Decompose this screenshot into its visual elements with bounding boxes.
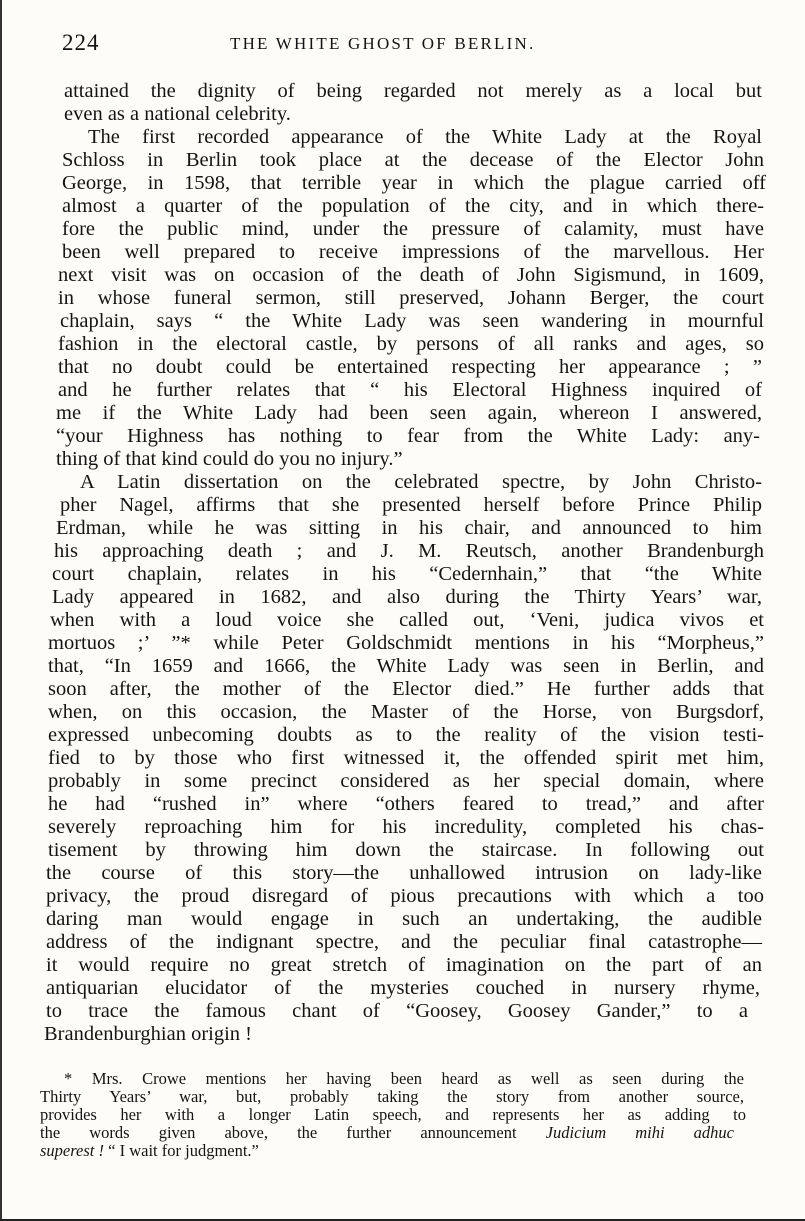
text-line: it would require no great stretch of imagination on the part of an (46, 954, 762, 976)
text-line: address of the indignant spectre, and the peculiar final catastrophe— (46, 931, 762, 953)
text-line: Schloss in Berlin took place at the decease of the Elector John (62, 149, 764, 171)
text-line: expressed unbecoming doubts as to the reality of the vision testi- (48, 724, 764, 746)
text-line: Lady appeared in 1682, and also during the Thirty Years’ war, (52, 586, 762, 608)
text-line: almost a quarter of the population of the city, and in which there- (62, 195, 764, 217)
text-line: fore the public mind, under the pressure of calamity, must have (62, 218, 764, 240)
footnote-line: Thirty Years’ war, but, probably taking the story from another source, (40, 1087, 744, 1106)
text-line: The first recorded appearance of the White Lady at the Royal (88, 126, 762, 148)
text-line: court chaplain, relates in his “Cedernhain,” that “the White (52, 563, 762, 585)
text-line: thing of that kind could do you no injury.” (56, 448, 403, 470)
text-line: been well prepared to receive impressions of the marvellous. Her (62, 241, 764, 263)
text-line: A Latin dissertation on the celebrated spectre, by John Christo- (80, 471, 762, 493)
text-line: soon after, the mother of the Elector died.” He further adds that (48, 678, 764, 700)
text-line: severely reproaching him for his incredulity, completed his chas- (48, 816, 764, 838)
text-line: probably in some precinct considered as her special domain, where (48, 770, 764, 792)
text-line: that, “In 1659 and 1666, the White Lady was seen in Berlin, and (48, 655, 764, 677)
text-line: privacy, the proud disregard of pious precautions with which a too (46, 885, 764, 907)
footnote-line: the words given above, the further announcement Judicium mihi adhuc (40, 1123, 735, 1142)
text-line: in whose funeral sermon, still preserved, Johann Berger, the court (58, 287, 764, 309)
text-line: me if the White Lady had been seen again, whereon I answered, (56, 402, 762, 424)
text-line: and he further relates that “ his Electoral Highness inquired of (58, 379, 762, 401)
text-line: attained the dignity of being regarded not merely as a local but (64, 80, 762, 102)
text-line: pher Nagel, affirms that she presented herself before Prince Philip (60, 494, 762, 516)
text-line: the course of this story—the unhallowed intrusion on lady-like (46, 862, 762, 884)
text-line: George, in 1598, that terrible year in which the plague carried off (62, 172, 766, 194)
text-line: to trace the famous chant of “Goosey, Goosey Gander,” to a (46, 1000, 748, 1022)
text-line: daring man would engage in such an undertaking, the audible (46, 908, 762, 930)
text-line: that no doubt could be entertained respecting her appearance ; ” (58, 356, 762, 378)
text-line: when with a loud voice she called out, ‘Veni, judica vivos et (50, 609, 764, 631)
text-line: antiquarian elucidator of the mysteries couched in nursery rhyme, (46, 977, 760, 999)
text-line: Erdman, while he was sitting in his chair, and announced to him (56, 517, 762, 539)
text-line: fashion in the electoral castle, by persons of all ranks and ages, so (58, 333, 764, 355)
text-line: even as a national celebrity. (64, 103, 291, 125)
page-edge (0, 0, 2, 1221)
text-line: tisement by throwing him down the staircase. In following out (48, 839, 764, 861)
text-line: chaplain, says “ the White Lady was seen wandering in mournful (60, 310, 764, 332)
page-header (62, 30, 762, 60)
footnote-line: * Mrs. Crowe mentions her having been heard as well as seen during the (64, 1069, 744, 1088)
text-line: when, on this occasion, the Master of the Horse, von Burgsdorf, (48, 701, 764, 723)
text-line: “your Highness has nothing to fear from the White Lady: any- (56, 425, 760, 447)
text-line: fied to by those who first witnessed it, the offended spirit met him, (48, 747, 764, 769)
footnote-line: provides her with a longer Latin speech, and represents her as adding to (40, 1105, 746, 1124)
text-line: his approaching death ; and J. M. Reutsch, another Brandenburgh (54, 540, 764, 562)
footnote-line: superest ! “ I wait for judgment.” (40, 1141, 259, 1160)
text-line: he had “rushed in” where “others feared to tread,” and after (48, 793, 764, 815)
page-number: 224 (62, 30, 100, 55)
text-line: mortuos ;’ ”* while Peter Goldschmidt mentions in his “Morpheus,” (48, 632, 764, 654)
running-title: THE WHITE GHOST OF BERLIN. (230, 34, 536, 53)
text-line: Brandenburghian origin ! (44, 1023, 252, 1045)
text-line: next visit was on occasion of the death of John Sigismund, in 1609, (58, 264, 764, 286)
